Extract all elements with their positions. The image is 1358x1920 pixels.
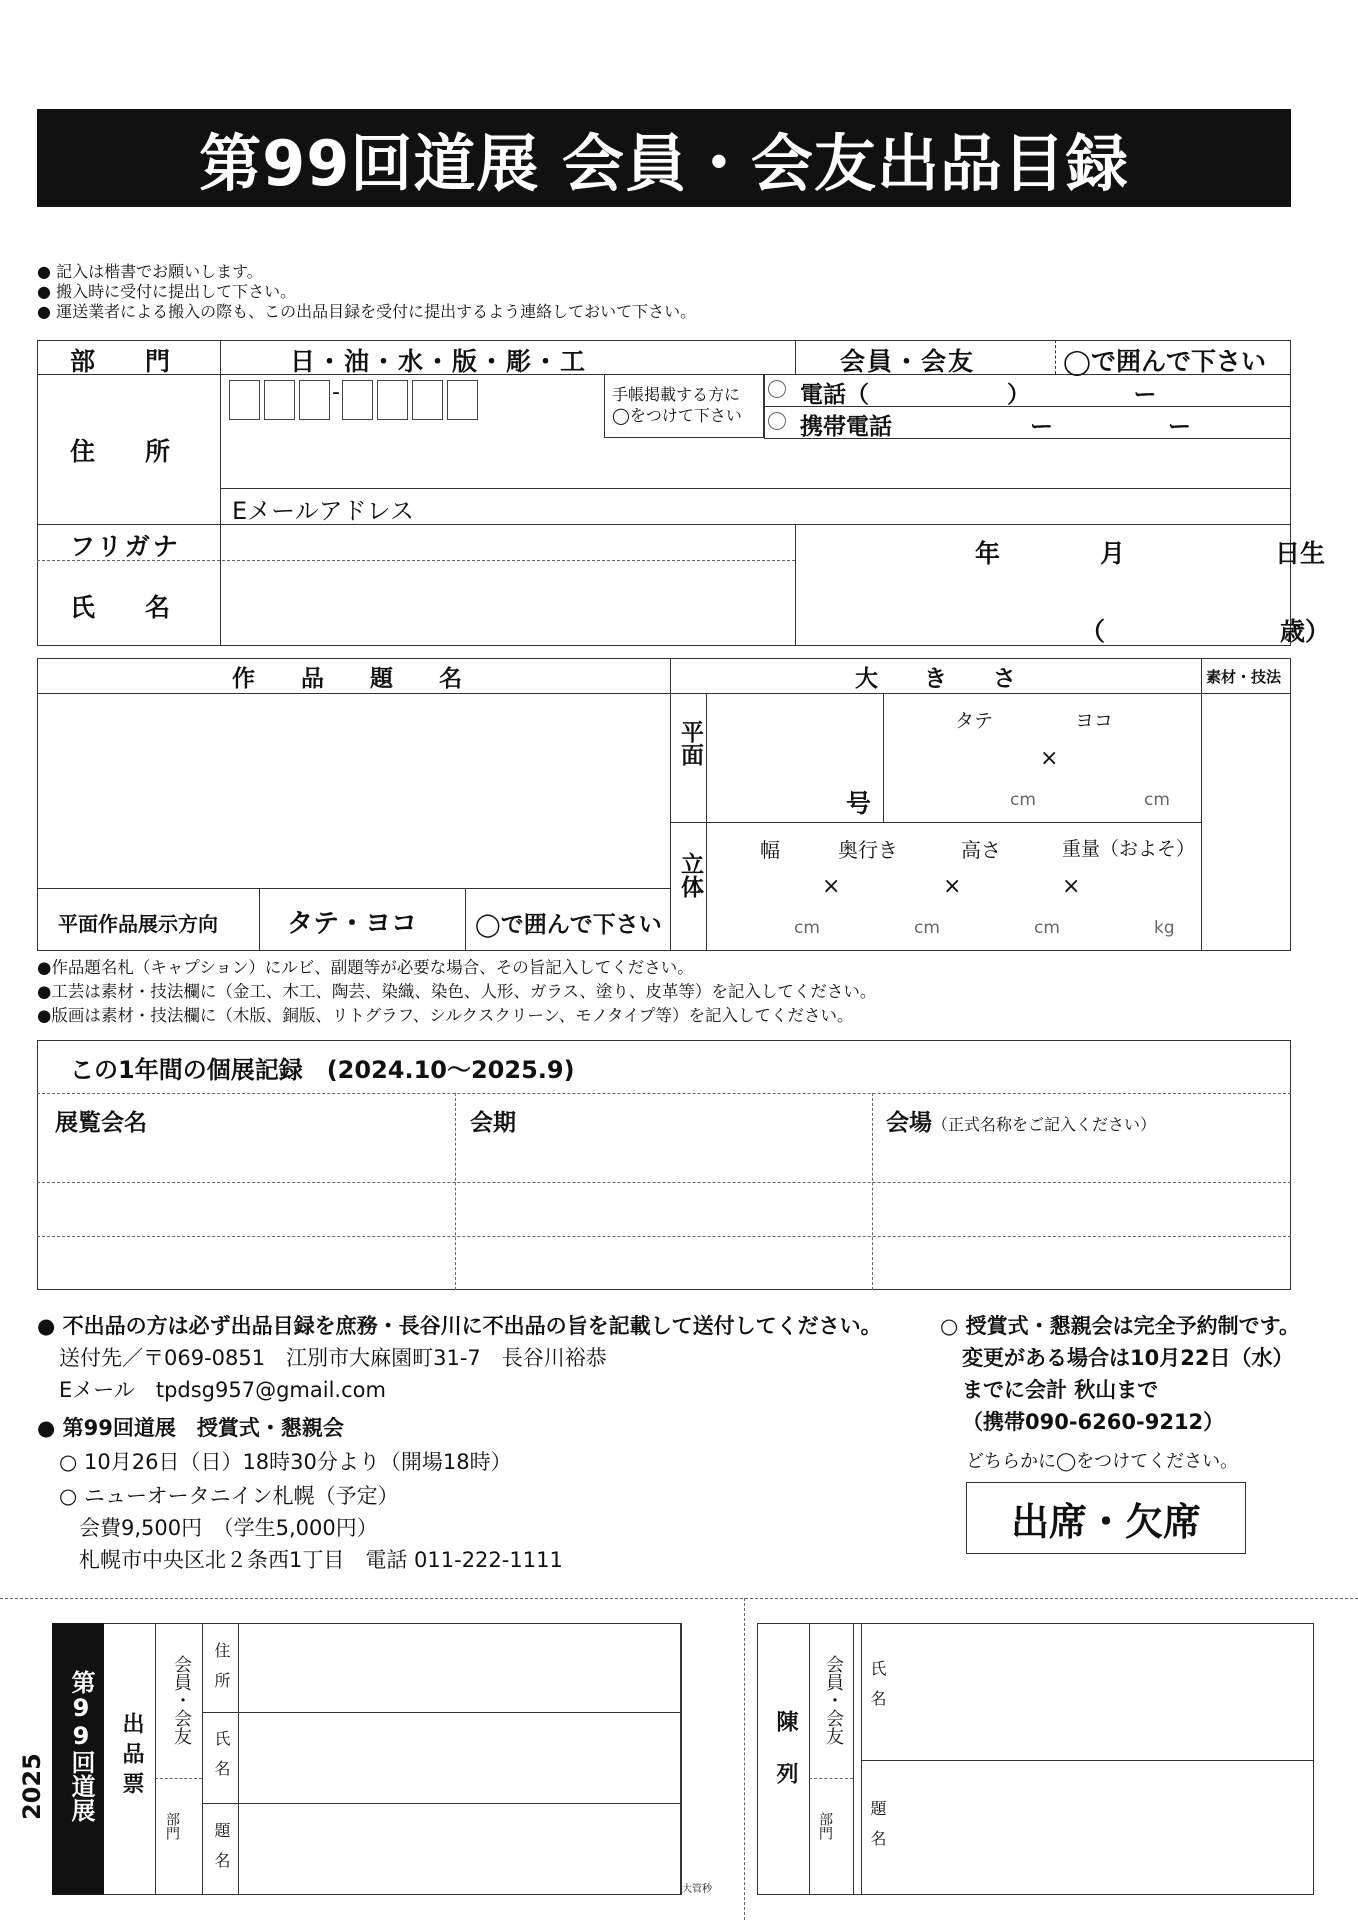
- choose-note: どちらかに◯をつけてください。: [966, 1451, 1239, 1472]
- furigana-label: フリガナ: [70, 532, 181, 561]
- age-field[interactable]: （ 歳）: [1080, 617, 1331, 646]
- kg-unit: kg: [1154, 918, 1175, 938]
- yoko-label: ヨコ: [1075, 710, 1114, 732]
- ticket-title-label: 題名: [212, 1822, 231, 1882]
- display-direction-options[interactable]: タテ・ヨコ: [287, 909, 418, 939]
- birth-date-field[interactable]: 年 月 日生: [975, 539, 1326, 568]
- circle-note: ◯で囲んで下さい: [1063, 347, 1266, 376]
- ceremony-address: 札幌市中央区北２条西1丁目 電話 011-222-1111: [79, 1548, 563, 1572]
- display-direction-label: 平面作品展示方向: [58, 912, 218, 936]
- note-craft: 工芸は素材・技法欄に（金工、木工、陶芸、染織、染色、人形、ガラス、塗り、皮革等）を記入してください。: [51, 982, 877, 1001]
- address-label: 住 所: [70, 437, 171, 466]
- ticket-membership[interactable]: 会員・会友: [171, 1655, 192, 1745]
- ceremony-fee: 会費9,500円 （学生5,000円）: [79, 1516, 378, 1540]
- send-to: 送付先／〒069-0851 江別市大麻園町31-7 長谷川裕恭: [59, 1346, 607, 1370]
- bumon-label: 部 門: [70, 347, 171, 376]
- info-left: ● 不出品の方は必ず出品目録を庶務・長谷川に不出品の旨を記載して送付してください。 送付先／〒069-0851 江別市大麻園町31-7 長谷川裕恭 Eメール tpdsg957@gmail.com ● 第99回道展 授賞式・懇親会 ○ 10月26日（日）18時30分より（開場18時） ○ ニューオータニイン札幌（予定） 会費9,500円 （学生5,000円） 札幌市中央区北２条西1丁目 電話 011-222-1111: [37, 1310, 882, 1576]
- notebook-note: 手帳掲載する方に ◯をつけて下さい: [612, 385, 742, 425]
- ticket2-title-label: 題名: [868, 1800, 887, 1860]
- artwork-form: [37, 658, 1291, 951]
- cm-unit: cm: [914, 918, 940, 938]
- name-label: 氏 名: [70, 593, 171, 622]
- instructions: ● 記入は楷書でお願いします。 ● 搬入時に受付に提出して下さい。 ● 運送業者による搬入の際も、この出品目録を受付に提出するよう連絡しておいて下さい。: [37, 262, 697, 321]
- note-print: 版画は素材・技法欄に（木版、銅版、リトグラフ、シルクスクリーン、モノタイプ等）を記入してください。: [51, 1006, 854, 1025]
- attendance-options[interactable]: 出席・欠席: [966, 1482, 1246, 1554]
- size-header: 大 き さ: [855, 666, 1016, 692]
- cm-unit: cm: [1034, 918, 1060, 938]
- circle-note: ◯で囲んで下さい: [475, 912, 662, 938]
- mobile-field[interactable]: 携帯電話 ー ー: [800, 414, 1191, 440]
- ticket-small-note: 大管秒: [682, 1884, 712, 1895]
- info-right: ○ 授賞式・懇親会は完全予約制です。 変更がある場合は10月22日（水） までに会計 秋山まで （携帯090-6260-9212） どちらかに◯をつけてください。: [940, 1310, 1300, 1478]
- ticket-name-label: 氏名: [212, 1730, 231, 1790]
- cm-unit: cm: [1144, 790, 1170, 810]
- weight-label: 重量（およそ）: [1062, 838, 1196, 860]
- venue-header: 会場（正式名称をご記入ください）: [886, 1110, 1157, 1136]
- ticket2-name-label: 氏名: [868, 1660, 887, 1720]
- ceremony-venue: ○ ニューオータニイン札幌（予定）: [59, 1484, 399, 1508]
- note-3: 運送業者による搬入の際も、この出品目録を受付に提出するよう連絡しておいて下さい。: [56, 302, 697, 321]
- phone-field[interactable]: 電話（ ） ー: [800, 382, 1157, 408]
- ticket-chinretsu-label: 陳列: [773, 1710, 798, 1814]
- tate-label: タテ: [955, 710, 994, 732]
- exhibition-name-header: 展覧会名: [55, 1110, 147, 1136]
- category-options[interactable]: 日・油・水・版・彫・工: [290, 347, 588, 376]
- nonsubmit-note: 不出品の方は必ず出品目録を庶務・長谷川に不出品の旨を記載して送付してください。: [62, 1314, 882, 1338]
- work-title-header: 作 品 題 名: [232, 666, 462, 692]
- page-title: 第99回道展 会員・会友出品目録: [37, 109, 1291, 207]
- reserve-note: ○ 授賞式・懇親会は完全予約制です。: [940, 1314, 1300, 1338]
- times-symbol: ×: [1040, 746, 1059, 771]
- ticket-event: 第99回道展: [67, 1670, 95, 1822]
- note-2: 搬入時に受付に提出して下さい。: [56, 282, 297, 301]
- exhibition-record-header: この1年間の個展記録 (2024.10～2025.9): [70, 1056, 575, 1084]
- material-header: 素材・技法: [1206, 668, 1282, 686]
- mobile-circle[interactable]: [768, 412, 786, 434]
- width-label: 幅: [760, 838, 780, 862]
- times-symbol: ×: [943, 874, 962, 899]
- ticket-address-label: 住所: [212, 1642, 231, 1702]
- ticket2-membership[interactable]: 会員・会友: [823, 1655, 844, 1745]
- depth-label: 奥行き: [838, 838, 898, 862]
- solid-label: 立体: [677, 852, 703, 898]
- phone-circle[interactable]: [768, 380, 786, 402]
- ticket2-bumon: 部門: [817, 1812, 833, 1840]
- note-caption: 作品題名札（キャプション）にルビ、副題等が必要な場合、その旨記入してください。: [51, 958, 694, 977]
- ceremony-title: 第99回道展 授賞式・懇親会: [62, 1416, 344, 1440]
- venue-note: （正式名称をご記入ください）: [932, 1115, 1157, 1134]
- ticket-year: 2025: [18, 1753, 46, 1820]
- note-1: 記入は楷書でお願いします。: [56, 262, 263, 281]
- go-label: 号: [846, 789, 872, 818]
- times-symbol: ×: [1062, 874, 1081, 899]
- email-field[interactable]: Eメールアドレス: [232, 497, 414, 525]
- cm-unit: cm: [794, 918, 820, 938]
- ticket-bumon: 部門: [164, 1812, 180, 1840]
- postal-code-field[interactable]: -: [229, 380, 482, 420]
- contact-email[interactable]: Eメール tpdsg957@gmail.com: [59, 1378, 386, 1402]
- ceremony-date: ○ 10月26日（日）18時30分より（開場18時）: [59, 1450, 512, 1474]
- flat-label: 平面: [677, 720, 703, 766]
- cut-line: [744, 1598, 745, 1920]
- ticket-hyo-label: 出品票: [119, 1712, 144, 1802]
- cm-unit: cm: [1010, 790, 1036, 810]
- period-header: 会期: [470, 1110, 516, 1136]
- cut-line: [0, 1598, 1358, 1599]
- artwork-notes: ●作品題名札（キャプション）にルビ、副題等が必要な場合、その旨記入してください。 ●工芸は素材・技法欄に（金工、木工、陶芸、染織、染色、人形、ガラス、塗り、皮革等）を記入してください。 ●版画は素材・技法欄に（木版、銅版、リトグラフ、シルクスクリーン、モノタイプ等）を記入してください。: [37, 958, 877, 1025]
- height-label: 高さ: [961, 838, 1001, 862]
- membership-options[interactable]: 会員・会友: [840, 347, 976, 376]
- times-symbol: ×: [822, 874, 841, 899]
